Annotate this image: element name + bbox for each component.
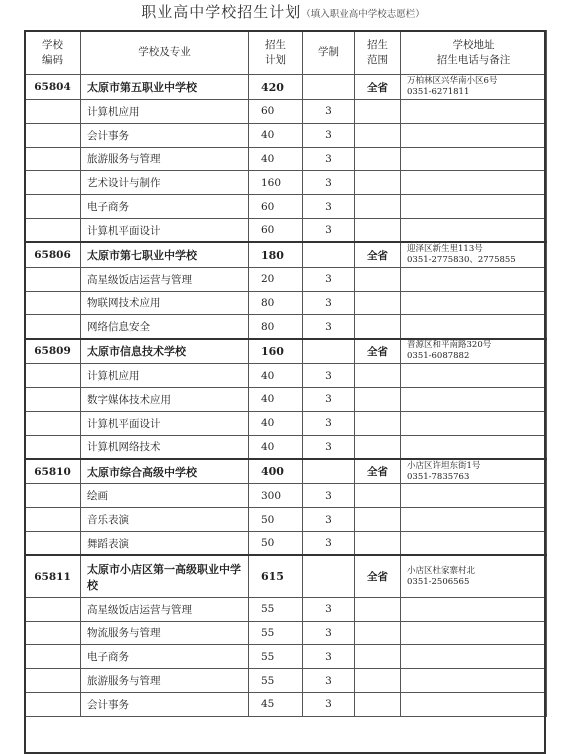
major-plan: 45 bbox=[249, 692, 303, 716]
major-plan: 50 bbox=[249, 531, 303, 555]
major-row bbox=[25, 195, 547, 219]
code-empty bbox=[25, 147, 81, 171]
address-empty bbox=[401, 597, 547, 621]
school-code: 65809 bbox=[25, 339, 81, 364]
header-duration: 学制 bbox=[303, 31, 355, 75]
major-plan: 80 bbox=[249, 291, 303, 315]
address-empty bbox=[401, 364, 547, 388]
major-row bbox=[25, 411, 547, 435]
school-name: 太原市小店区第一高级职业中学校 bbox=[81, 555, 249, 597]
address-empty bbox=[401, 315, 547, 339]
major-plan: 40 bbox=[249, 411, 303, 435]
address-empty bbox=[401, 484, 547, 508]
major-duration: 3 bbox=[303, 621, 355, 645]
major-name: 电子商务 bbox=[81, 195, 249, 219]
code-empty bbox=[25, 621, 81, 645]
major-duration: 3 bbox=[303, 267, 355, 291]
table-body bbox=[25, 75, 547, 717]
major-name: 旅游服务与管理 bbox=[81, 147, 249, 171]
page-title bbox=[0, 0, 566, 28]
major-duration: 3 bbox=[303, 692, 355, 716]
title-main: 职业高中学校招生计划 bbox=[141, 3, 302, 21]
major-duration: 3 bbox=[303, 531, 355, 555]
major-duration: 3 bbox=[303, 435, 355, 459]
major-name: 高星级饭店运营与管理 bbox=[81, 597, 249, 621]
school-address: 万柏林区兴华南小区6号 bbox=[407, 76, 498, 86]
major-name: 音乐表演 bbox=[81, 508, 249, 532]
school-phone: 0351-2775830、2775855 bbox=[407, 255, 516, 266]
major-plan: 55 bbox=[249, 621, 303, 645]
major-plan: 55 bbox=[249, 669, 303, 693]
address-empty bbox=[401, 218, 547, 242]
address-empty bbox=[401, 435, 547, 459]
major-plan: 40 bbox=[249, 147, 303, 171]
major-plan: 55 bbox=[249, 645, 303, 669]
school-code: 65804 bbox=[25, 75, 81, 100]
major-plan: 160 bbox=[249, 171, 303, 195]
major-name: 会计事务 bbox=[81, 692, 249, 716]
scope-empty bbox=[355, 100, 401, 124]
major-duration: 3 bbox=[303, 147, 355, 171]
address-empty bbox=[401, 669, 547, 693]
scope-empty bbox=[355, 123, 401, 147]
major-plan: 50 bbox=[249, 508, 303, 532]
major-name: 计算机平面设计 bbox=[81, 218, 249, 242]
school-phone: 0351-6087882 bbox=[407, 351, 470, 362]
address-empty bbox=[401, 411, 547, 435]
code-empty bbox=[25, 645, 81, 669]
school-row bbox=[25, 242, 547, 267]
school-row bbox=[25, 555, 547, 597]
scope-empty bbox=[355, 315, 401, 339]
address-empty bbox=[401, 692, 547, 716]
code-empty bbox=[25, 411, 81, 435]
school-name: 太原市第七职业中学校 bbox=[81, 242, 249, 267]
school-scope: 全省 bbox=[355, 459, 401, 484]
scope-empty bbox=[355, 291, 401, 315]
scope-empty bbox=[355, 531, 401, 555]
major-plan: 40 bbox=[249, 364, 303, 388]
major-row bbox=[25, 484, 547, 508]
code-empty bbox=[25, 171, 81, 195]
major-duration: 3 bbox=[303, 291, 355, 315]
school-address: 晋源区和平南路320号 bbox=[407, 340, 492, 351]
title-subtitle: （填入职业高中学校志愿栏） bbox=[301, 9, 425, 20]
major-name: 计算机应用 bbox=[81, 364, 249, 388]
scope-empty bbox=[355, 645, 401, 669]
code-empty bbox=[25, 692, 81, 716]
school-plan: 180 bbox=[249, 242, 303, 267]
school-row bbox=[25, 339, 547, 364]
major-row bbox=[25, 531, 547, 555]
major-duration: 3 bbox=[303, 315, 355, 339]
major-name: 物流服务与管理 bbox=[81, 621, 249, 645]
address-empty bbox=[401, 195, 547, 219]
major-plan: 60 bbox=[249, 195, 303, 219]
major-plan: 60 bbox=[249, 218, 303, 242]
major-plan: 40 bbox=[249, 435, 303, 459]
major-name: 计算机平面设计 bbox=[81, 411, 249, 435]
major-row bbox=[25, 435, 547, 459]
major-plan: 55 bbox=[249, 597, 303, 621]
header-scope: 招生 范围 bbox=[355, 31, 401, 75]
major-plan: 80 bbox=[249, 315, 303, 339]
code-empty bbox=[25, 291, 81, 315]
major-duration: 3 bbox=[303, 597, 355, 621]
address-empty bbox=[401, 531, 547, 555]
school-duration bbox=[303, 75, 355, 100]
school-address-cell bbox=[401, 339, 547, 364]
scope-empty bbox=[355, 435, 401, 459]
address-empty bbox=[401, 267, 547, 291]
major-row bbox=[25, 692, 547, 716]
major-duration: 3 bbox=[303, 123, 355, 147]
scope-empty bbox=[355, 692, 401, 716]
major-plan: 40 bbox=[249, 387, 303, 411]
school-plan: 400 bbox=[249, 459, 303, 484]
school-code: 65811 bbox=[25, 555, 81, 597]
major-name: 绘画 bbox=[81, 484, 249, 508]
scope-empty bbox=[355, 267, 401, 291]
scope-empty bbox=[355, 218, 401, 242]
major-duration: 3 bbox=[303, 387, 355, 411]
code-empty bbox=[25, 218, 81, 242]
scope-empty bbox=[355, 147, 401, 171]
major-plan: 300 bbox=[249, 484, 303, 508]
major-name: 电子商务 bbox=[81, 645, 249, 669]
school-row bbox=[25, 75, 547, 100]
code-empty bbox=[25, 531, 81, 555]
major-row bbox=[25, 218, 547, 242]
school-address-cell bbox=[401, 75, 547, 100]
scope-empty bbox=[355, 364, 401, 388]
scope-empty bbox=[355, 508, 401, 532]
major-row bbox=[25, 387, 547, 411]
code-empty bbox=[25, 387, 81, 411]
major-row bbox=[25, 621, 547, 645]
major-name: 数字媒体技术应用 bbox=[81, 387, 249, 411]
major-row bbox=[25, 315, 547, 339]
school-code: 65806 bbox=[25, 242, 81, 267]
scope-empty bbox=[355, 669, 401, 693]
major-row bbox=[25, 291, 547, 315]
address-empty bbox=[401, 291, 547, 315]
scope-empty bbox=[355, 621, 401, 645]
major-name: 网络信息安全 bbox=[81, 315, 249, 339]
major-duration: 3 bbox=[303, 645, 355, 669]
major-name: 物联网技术应用 bbox=[81, 291, 249, 315]
school-duration bbox=[303, 555, 355, 597]
address-empty bbox=[401, 645, 547, 669]
school-phone: 0351-7835763 bbox=[407, 471, 470, 482]
school-name: 太原市综合高级中学校 bbox=[81, 459, 249, 484]
address-empty bbox=[401, 621, 547, 645]
code-empty bbox=[25, 508, 81, 532]
major-plan: 60 bbox=[249, 100, 303, 124]
header-plan: 招生 计划 bbox=[249, 31, 303, 75]
major-name: 舞蹈表演 bbox=[81, 531, 249, 555]
major-row bbox=[25, 123, 547, 147]
major-row bbox=[25, 669, 547, 693]
major-duration: 3 bbox=[303, 171, 355, 195]
code-empty bbox=[25, 484, 81, 508]
school-name: 太原市信息技术学校 bbox=[81, 339, 249, 364]
school-address-cell bbox=[401, 242, 547, 267]
major-duration: 3 bbox=[303, 411, 355, 435]
address-empty bbox=[401, 171, 547, 195]
header-code: 学校 编码 bbox=[25, 31, 81, 75]
major-duration: 3 bbox=[303, 508, 355, 532]
major-row bbox=[25, 267, 547, 291]
table-header-row bbox=[25, 31, 547, 75]
code-empty bbox=[25, 597, 81, 621]
address-empty bbox=[401, 100, 547, 124]
school-duration bbox=[303, 242, 355, 267]
school-plan: 420 bbox=[249, 75, 303, 100]
major-row bbox=[25, 508, 547, 532]
major-duration: 3 bbox=[303, 669, 355, 693]
school-address: 小店区许坦东街1号 bbox=[407, 460, 481, 471]
school-plan: 160 bbox=[249, 339, 303, 364]
school-address: 小店区杜家寨村北 bbox=[407, 565, 476, 576]
school-address: 迎泽区新生里113号 bbox=[407, 244, 483, 255]
address-empty bbox=[401, 508, 547, 532]
major-row bbox=[25, 364, 547, 388]
major-row bbox=[25, 171, 547, 195]
code-empty bbox=[25, 267, 81, 291]
school-address-cell bbox=[401, 555, 547, 597]
major-plan: 40 bbox=[249, 123, 303, 147]
school-scope: 全省 bbox=[355, 339, 401, 364]
school-scope: 全省 bbox=[355, 555, 401, 597]
major-duration: 3 bbox=[303, 100, 355, 124]
major-row bbox=[25, 597, 547, 621]
address-empty bbox=[401, 147, 547, 171]
code-empty bbox=[25, 364, 81, 388]
scope-empty bbox=[355, 411, 401, 435]
major-name: 计算机应用 bbox=[81, 100, 249, 124]
school-phone: 0351-2506565 bbox=[407, 576, 470, 587]
major-row bbox=[25, 147, 547, 171]
scope-empty bbox=[355, 597, 401, 621]
school-scope: 全省 bbox=[355, 242, 401, 267]
school-plan: 615 bbox=[249, 555, 303, 597]
code-empty bbox=[25, 100, 81, 124]
major-duration: 3 bbox=[303, 484, 355, 508]
major-duration: 3 bbox=[303, 364, 355, 388]
address-empty bbox=[401, 387, 547, 411]
major-name: 旅游服务与管理 bbox=[81, 669, 249, 693]
school-row bbox=[25, 459, 547, 484]
scope-empty bbox=[355, 195, 401, 219]
code-empty bbox=[25, 195, 81, 219]
major-plan: 20 bbox=[249, 267, 303, 291]
school-name: 太原市第五职业中学校 bbox=[81, 75, 249, 100]
major-duration: 3 bbox=[303, 195, 355, 219]
scope-empty bbox=[355, 387, 401, 411]
major-name: 艺术设计与制作 bbox=[81, 171, 249, 195]
major-name: 会计事务 bbox=[81, 123, 249, 147]
scope-empty bbox=[355, 171, 401, 195]
code-empty bbox=[25, 123, 81, 147]
major-row bbox=[25, 100, 547, 124]
header-address: 学校地址 招生电话与备注 bbox=[401, 31, 547, 75]
header-school-major: 学校及专业 bbox=[81, 31, 249, 75]
enrollment-plan-table bbox=[24, 30, 547, 717]
school-duration bbox=[303, 459, 355, 484]
school-duration bbox=[303, 339, 355, 364]
code-empty bbox=[25, 669, 81, 693]
major-name: 计算机网络技术 bbox=[81, 435, 249, 459]
school-scope: 全省 bbox=[355, 75, 401, 100]
major-row bbox=[25, 645, 547, 669]
school-code: 65810 bbox=[25, 459, 81, 484]
scope-empty bbox=[355, 484, 401, 508]
school-phone: 0351-6271811 bbox=[407, 87, 470, 97]
school-address-cell bbox=[401, 459, 547, 484]
major-name: 高星级饭店运营与管理 bbox=[81, 267, 249, 291]
code-empty bbox=[25, 315, 81, 339]
code-empty bbox=[25, 435, 81, 459]
address-empty bbox=[401, 123, 547, 147]
major-duration: 3 bbox=[303, 218, 355, 242]
